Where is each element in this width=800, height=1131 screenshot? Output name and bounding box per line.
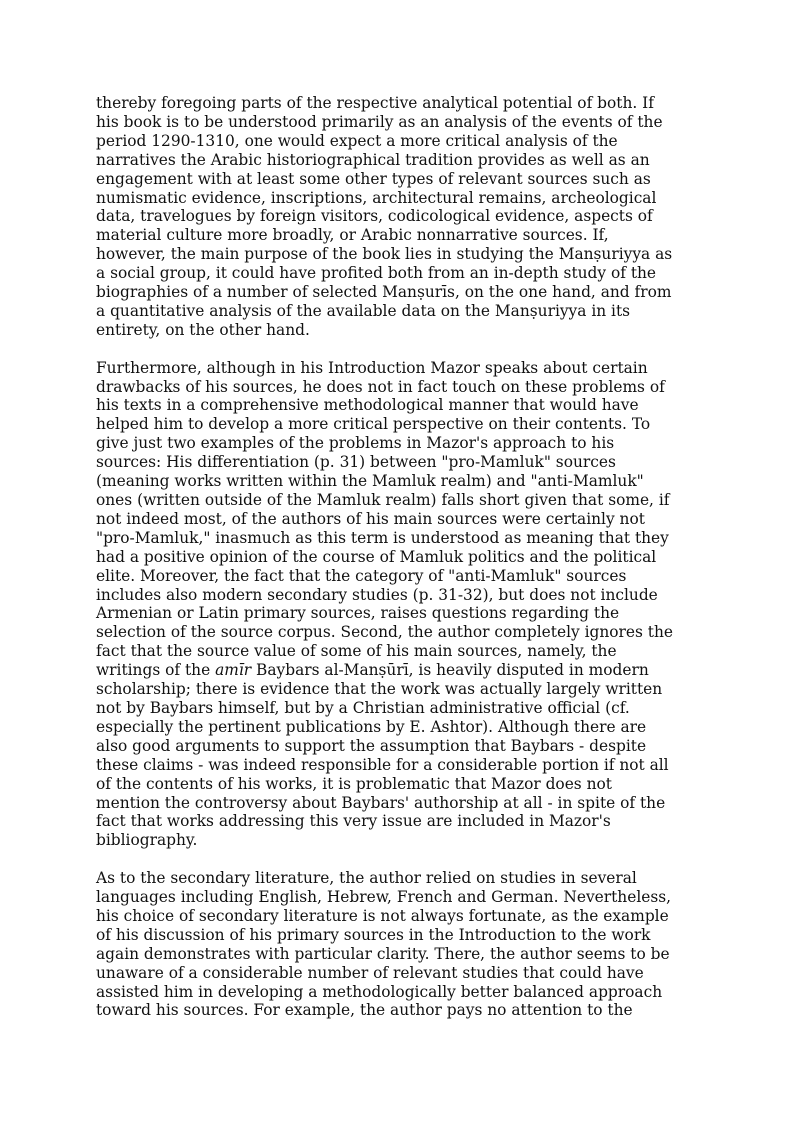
paragraph-2-text-a: Furthermore, although in his Introduction Mazor speaks about certain drawbacks of his sources, he does not in fact touch on these problems of his texts in a comprehensive methodological manner that would have helped him to develop a more critical perspective on their contents. To give just two examples of the problems in Mazor's approach to his sources: His differentiation (p. 31) between "pro-Mamluk" sources (meaning works written within the Mamluk realm) and "anti-Mamluk" ones (written outside of the Mamluk realm) falls short given that some, if not indeed most, of the authors of his main sources were certainly not "pro-Mamluk," inasmuch as this term is understood as meaning that they had a positive opinion of the course of Mamluk politics and the political elite. Moreover, the fact that the category of "anti-Mamluk" sources includes also modern secondary studies (p. 31-32), but does not include Armenian or Latin primary sources, raises questions regarding the selection of the source corpus. Second, the author completely ignores the fact that the source value of some of his main sources, namely, the writings of the [96,358,673,680]
paragraph-1 [96,94,708,340]
paragraph-3 [96,869,708,1020]
amir-term: amīr [215,661,252,680]
document-page [96,94,708,1020]
paragraph-2-text-b: Baybars al-Manṣūrī, is heavily disputed in modern scholarship; there is evidence that the work was actually largely written not by Baybars himself, but by a Christian administrative official (cf. especially the pertinent publications by E. Ashtor). Although there are also good arguments to support the assumption that Baybars - despite these claims - was indeed responsible for a considerable portion if not all of the contents of his works, it is problematic that Mazor does not mention the controversy about Baybars' authorship at all - in spite of the fact that works addressing this very issue are included in Mazor's bibliography. [96,661,669,850]
paragraph-1-text: thereby foregoing parts of the respective analytical potential of both. If his book is to be understood primarily as an analysis of the events of the period 1290-1310, one would expect a more critical analysis of the narratives the Arabic historiographical tradition provides as well as an engagement with at least some other types of relevant sources such as numismatic evidence, inscriptions, architectural remains, archeological data, travelogues by foreign visitors, codicological evidence, aspects of material culture more broadly, or Arabic nonnarrative sources. If, however, the main purpose of the book lies in studying the Manṣuriyya as a social group, it could have profited both from an in-depth study of the biographies of a number of selected Manṣurīs, on the one hand, and from a quantitative analysis of the available data on the Manṣuriyya in its entirety, on the other hand. [96,94,673,339]
paragraph-2 [96,359,708,851]
paragraph-3-text: As to the secondary literature, the author relied on studies in several languages including English, Hebrew, French and German. Nevertheless, his choice of secondary literature is not always fortunate, as the example of his discussion of his primary sources in the Introduction to the work again demonstrates with particular clarity. There, the author seems to be unaware of a considerable number of relevant studies that could have assisted him in developing a methodologically better balanced approach toward his sources. For example, the author pays no attention to the [96,869,672,1020]
